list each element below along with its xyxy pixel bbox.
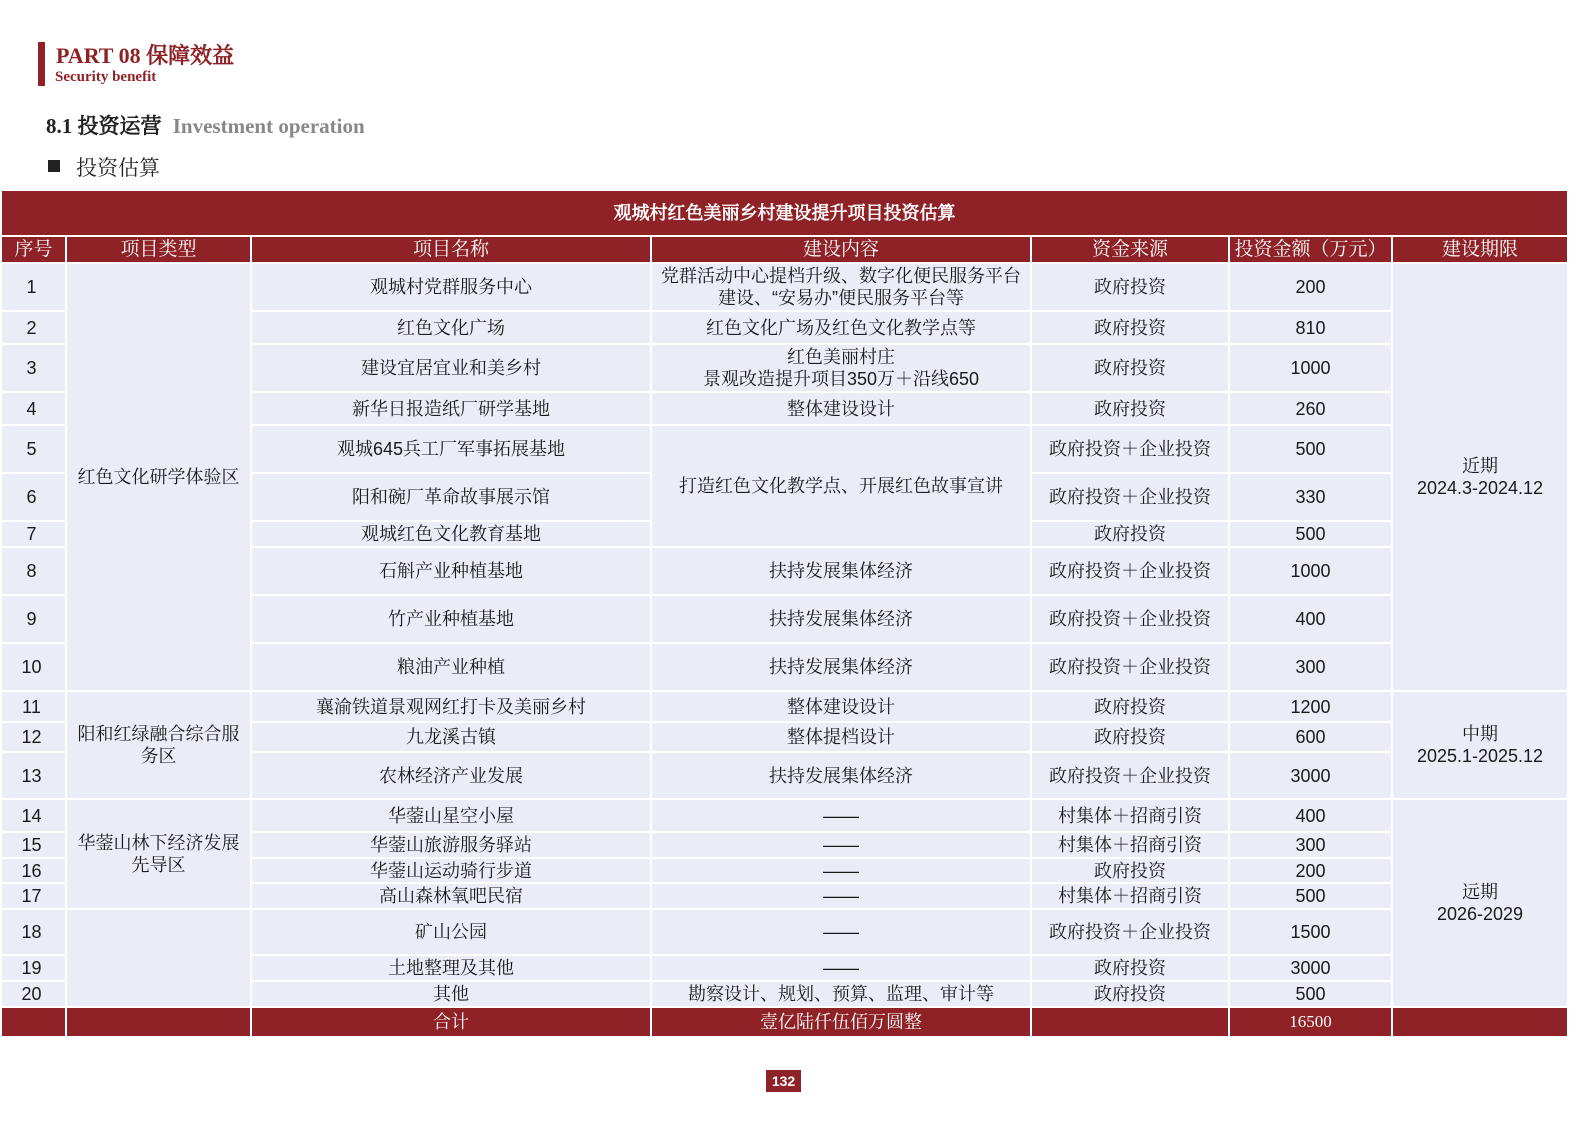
construction-content: —— <box>651 799 1031 832</box>
investment-amount: 330 <box>1229 473 1392 521</box>
period-range: 2025.1-2025.12 <box>1416 746 1544 766</box>
construction-content: 整体建设设计 <box>651 392 1031 425</box>
column-header: 资金来源 <box>1031 236 1229 263</box>
funding-source: 政府投资＋企业投资 <box>1031 909 1229 955</box>
investment-amount: 260 <box>1229 392 1392 425</box>
construction-content: —— <box>651 858 1031 883</box>
investment-amount: 3000 <box>1229 955 1392 981</box>
row-number: 3 <box>1 344 66 392</box>
investment-amount: 500 <box>1229 981 1392 1007</box>
funding-source: 政府投资 <box>1031 722 1229 752</box>
investment-amount: 500 <box>1229 521 1392 547</box>
investment-amount: 500 <box>1229 883 1392 909</box>
project-name: 土地整理及其他 <box>251 955 651 981</box>
funding-source: 政府投资 <box>1031 981 1229 1007</box>
investment-amount: 400 <box>1229 799 1392 832</box>
project-name: 农林经济产业发展 <box>251 752 651 799</box>
investment-amount: 300 <box>1229 832 1392 858</box>
project-name: 红色文化广场 <box>251 311 651 344</box>
total-empty-cell <box>1 1007 66 1037</box>
table-row <box>1 263 1568 311</box>
project-name: 襄渝铁道景观网红打卡及美丽乡村 <box>251 691 651 722</box>
construction-content: 勘察设计、规划、预算、监理、审计等 <box>651 981 1031 1007</box>
period-cell <box>1392 691 1568 799</box>
period-range: 2024.3-2024.12 <box>1416 478 1544 498</box>
row-number: 15 <box>1 832 66 858</box>
project-name: 观城645兵工厂军事拓展基地 <box>251 425 651 473</box>
funding-source: 政府投资 <box>1031 521 1229 547</box>
project-name: 新华日报造纸厂研学基地 <box>251 392 651 425</box>
content-line: 景观改造提升项目350万＋沿线650 <box>702 369 980 389</box>
investment-amount: 300 <box>1229 643 1392 691</box>
row-number: 6 <box>1 473 66 521</box>
table-row <box>1 799 1568 832</box>
category-cell: 红色文化研学体验区 <box>66 263 251 691</box>
bullet-heading <box>48 152 160 182</box>
table-title: 观城村红色美丽乡村建设提升项目投资估算 <box>1 190 1568 236</box>
row-number: 9 <box>1 595 66 643</box>
section-number: 8.1 投资运营 <box>46 114 162 138</box>
category-cell: 华蓥山林下经济发展先导区 <box>66 799 251 909</box>
row-number: 14 <box>1 799 66 832</box>
row-number: 13 <box>1 752 66 799</box>
period-range: 2026-2029 <box>1436 904 1524 924</box>
investment-amount: 3000 <box>1229 752 1392 799</box>
project-name: 粮油产业种植 <box>251 643 651 691</box>
funding-source: 政府投资＋企业投资 <box>1031 547 1229 595</box>
funding-source: 政府投资＋企业投资 <box>1031 595 1229 643</box>
total-row <box>1 1007 1568 1037</box>
table-header-row <box>1 236 1568 263</box>
total-label: 合计 <box>251 1007 651 1037</box>
funding-source: 村集体＋招商引资 <box>1031 799 1229 832</box>
column-header: 投资金额（万元） <box>1229 236 1392 263</box>
funding-source: 村集体＋招商引资 <box>1031 832 1229 858</box>
row-number: 12 <box>1 722 66 752</box>
column-header: 序号 <box>1 236 66 263</box>
part-title: PART 08 保障效益 <box>56 43 235 68</box>
investment-amount: 1000 <box>1229 547 1392 595</box>
construction-content: —— <box>651 909 1031 955</box>
part-subtitle: Security benefit <box>55 69 157 85</box>
total-amount: 16500 <box>1229 1007 1392 1037</box>
column-header: 建设内容 <box>651 236 1031 263</box>
project-name: 竹产业种植基地 <box>251 595 651 643</box>
row-number: 10 <box>1 643 66 691</box>
row-number: 17 <box>1 883 66 909</box>
row-number: 5 <box>1 425 66 473</box>
category-cell: 阳和红绿融合综合服务区 <box>66 691 251 799</box>
section-heading <box>46 110 365 140</box>
investment-table <box>0 189 1569 1038</box>
project-name: 观城红色文化教育基地 <box>251 521 651 547</box>
construction-content: —— <box>651 883 1031 909</box>
funding-source: 政府投资＋企业投资 <box>1031 425 1229 473</box>
row-number: 20 <box>1 981 66 1007</box>
construction-content: 整体建设设计 <box>651 691 1031 722</box>
funding-source: 政府投资 <box>1031 392 1229 425</box>
project-name: 高山森林氧吧民宿 <box>251 883 651 909</box>
project-name: 建设宜居宜业和美乡村 <box>251 344 651 392</box>
investment-amount: 810 <box>1229 311 1392 344</box>
funding-source: 政府投资＋企业投资 <box>1031 752 1229 799</box>
funding-source: 政府投资＋企业投资 <box>1031 473 1229 521</box>
project-name: 观城村党群服务中心 <box>251 263 651 311</box>
total-empty-cell <box>1031 1007 1229 1037</box>
part-accent-bar <box>38 42 45 86</box>
construction-content: 扶持发展集体经济 <box>651 547 1031 595</box>
investment-amount: 1200 <box>1229 691 1392 722</box>
funding-source: 政府投资 <box>1031 858 1229 883</box>
row-number: 11 <box>1 691 66 722</box>
construction-content: —— <box>651 955 1031 981</box>
period-cell <box>1392 263 1568 691</box>
period-label: 远期 <box>1462 882 1499 902</box>
row-number: 4 <box>1 392 66 425</box>
row-number: 19 <box>1 955 66 981</box>
column-header: 项目名称 <box>251 236 651 263</box>
construction-content: 扶持发展集体经济 <box>651 595 1031 643</box>
row-number: 16 <box>1 858 66 883</box>
square-bullet-icon <box>48 160 60 172</box>
total-empty-cell <box>66 1007 251 1037</box>
construction-content <box>651 344 1031 392</box>
section-english: Investment operation <box>172 114 365 138</box>
row-number: 1 <box>1 263 66 311</box>
construction-content: 整体提档设计 <box>651 722 1031 752</box>
funding-source: 政府投资 <box>1031 955 1229 981</box>
project-name: 九龙溪古镇 <box>251 722 651 752</box>
project-name: 华蓥山运动骑行步道 <box>251 858 651 883</box>
row-number: 18 <box>1 909 66 955</box>
investment-amount: 1000 <box>1229 344 1392 392</box>
project-name: 华蓥山旅游服务驿站 <box>251 832 651 858</box>
construction-content: 扶持发展集体经济 <box>651 643 1031 691</box>
investment-amount: 400 <box>1229 595 1392 643</box>
page-number: 132 <box>766 1070 801 1092</box>
project-name: 阳和碗厂革命故事展示馆 <box>251 473 651 521</box>
total-amount-text: 壹亿陆仟伍佰万圆整 <box>651 1007 1031 1037</box>
investment-amount: 200 <box>1229 858 1392 883</box>
construction-content: 打造红色文化教学点、开展红色故事宣讲 <box>651 425 1031 547</box>
total-empty-cell <box>1392 1007 1568 1037</box>
investment-amount: 1500 <box>1229 909 1392 955</box>
project-name: 石斛产业种植基地 <box>251 547 651 595</box>
construction-content: 红色文化广场及红色文化教学点等 <box>651 311 1031 344</box>
construction-content: —— <box>651 832 1031 858</box>
project-name: 其他 <box>251 981 651 1007</box>
construction-content: 扶持发展集体经济 <box>651 752 1031 799</box>
investment-amount: 200 <box>1229 263 1392 311</box>
funding-source: 政府投资 <box>1031 311 1229 344</box>
construction-content: 党群活动中心提档升级、数字化便民服务平台建设、“安易办”便民服务平台等 <box>651 263 1031 311</box>
funding-source: 村集体＋招商引资 <box>1031 883 1229 909</box>
funding-source: 政府投资 <box>1031 263 1229 311</box>
bullet-text: 投资估算 <box>76 156 160 180</box>
project-name: 华蓥山星空小屋 <box>251 799 651 832</box>
column-header: 建设期限 <box>1392 236 1568 263</box>
funding-source: 政府投资 <box>1031 691 1229 722</box>
project-name: 矿山公园 <box>251 909 651 955</box>
column-header: 项目类型 <box>66 236 251 263</box>
table-row <box>1 909 1568 955</box>
period-label: 中期 <box>1462 724 1499 744</box>
funding-source: 政府投资 <box>1031 344 1229 392</box>
table-row <box>1 691 1568 722</box>
investment-amount: 600 <box>1229 722 1392 752</box>
investment-amount: 500 <box>1229 425 1392 473</box>
period-label: 近期 <box>1462 456 1499 476</box>
content-line: 红色美丽村庄 <box>787 347 895 367</box>
funding-source: 政府投资＋企业投资 <box>1031 643 1229 691</box>
category-cell-empty <box>66 909 251 1007</box>
row-number: 8 <box>1 547 66 595</box>
row-number: 7 <box>1 521 66 547</box>
row-number: 2 <box>1 311 66 344</box>
period-cell <box>1392 799 1568 1007</box>
